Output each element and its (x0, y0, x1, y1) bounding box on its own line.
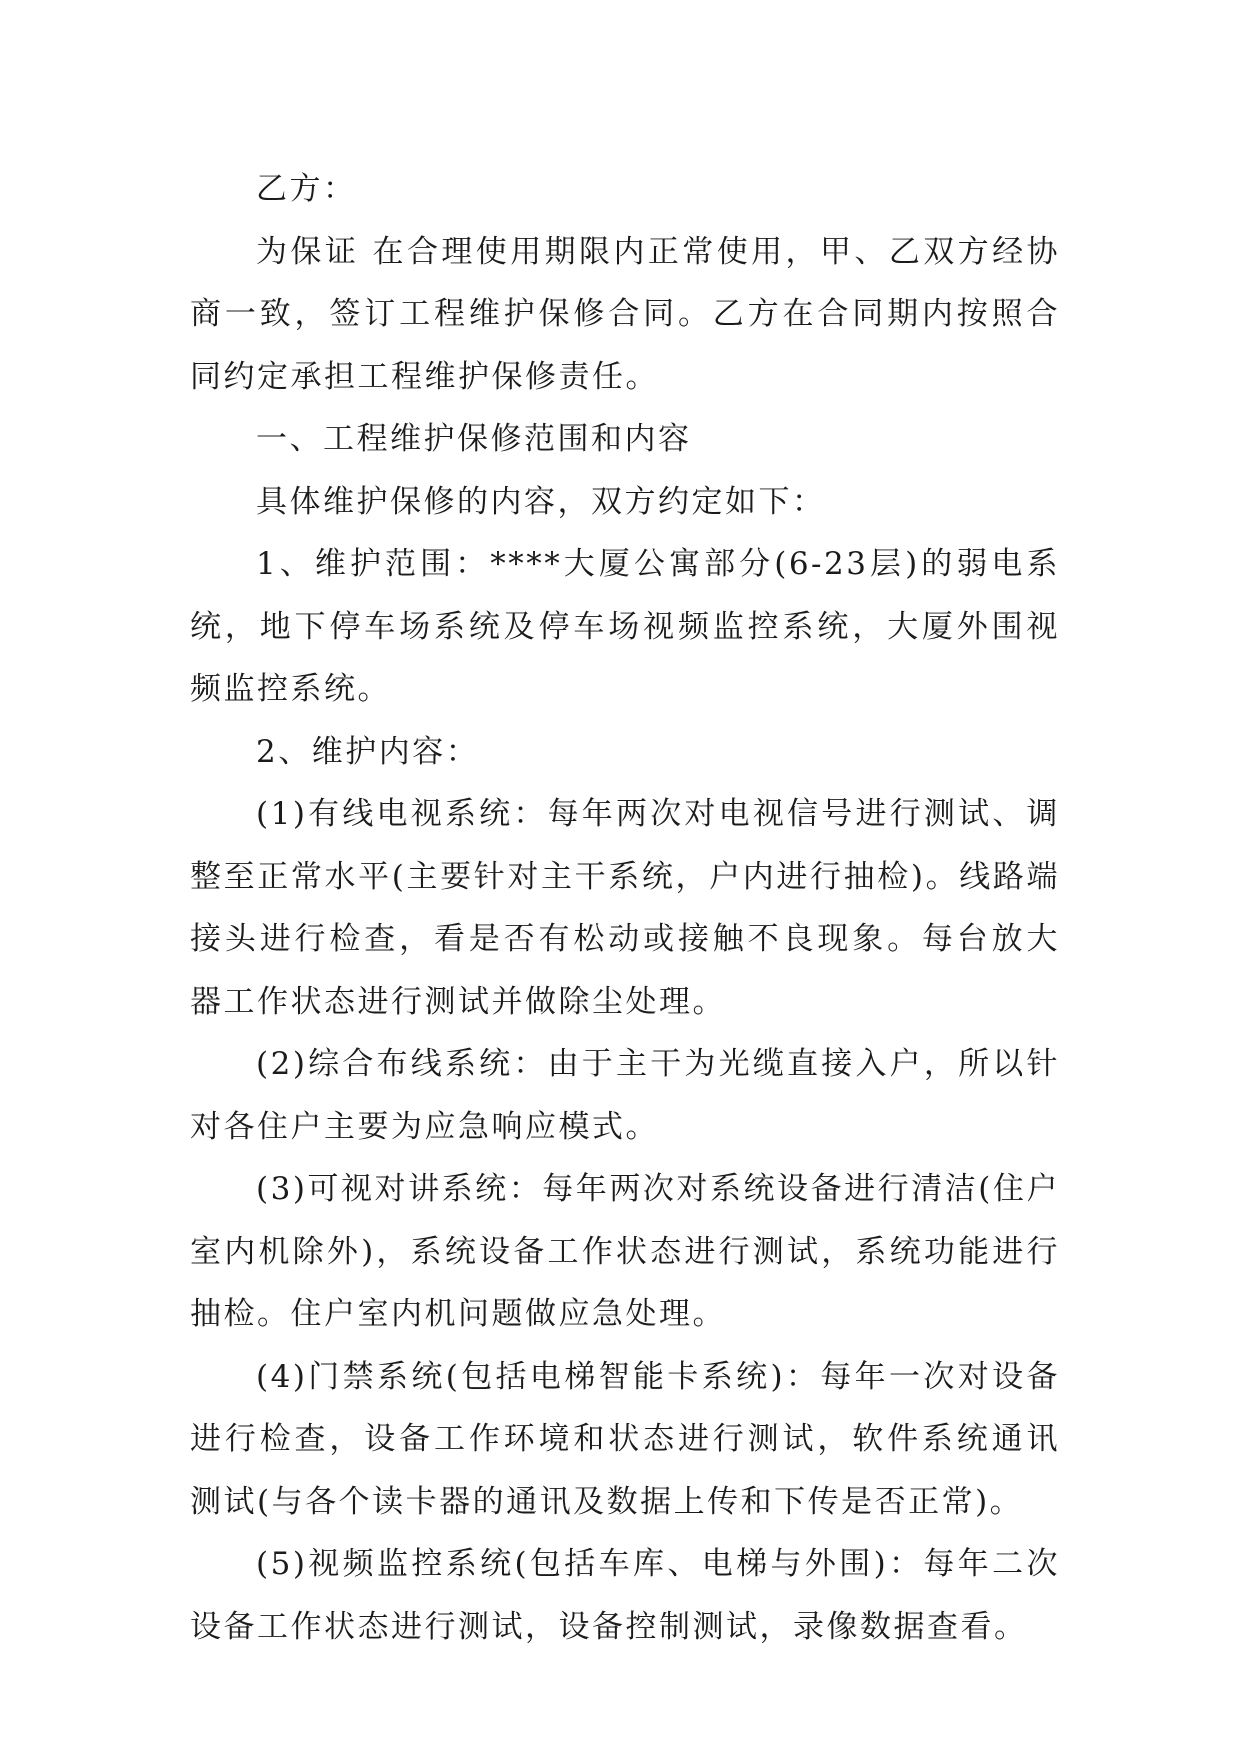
intercom-paragraph: (3)可视对讲系统：每年两次对系统设备进行清洁(住户室内机除外)，系统设备工作状态进行测试，系统功能进行抽检。住户室内机问题做应急处理。 (190, 1171, 1060, 1332)
content-intro-paragraph: 具体维护保修的内容，双方约定如下： (256, 483, 826, 520)
document-body (190, 158, 1060, 1658)
party-b-label: 乙方： (256, 171, 357, 207)
cable-tv-paragraph: (1)有线电视系统：每年两次对电视信号进行测试、调整至正常水平(主要针对主干系统，户内进行抽检)。线路端接头进行检查，看是否有松动或接触不良现象。每台放大器工作状态进行测试并做除尘处理。 (190, 796, 1060, 1020)
video-surveillance-paragraph: (5)视频监控系统(包括车库、电梯与外围)：每年二次设备工作状态进行测试，设备控制测试，录像数据查看。 (190, 1546, 1060, 1645)
cabling-paragraph: (2)综合布线系统：由于主干为光缆直接入户，所以针对各住户主要为应急响应模式。 (190, 1046, 1060, 1145)
intro-paragraph: 为保证 在合理使用期限内正常使用，甲、乙双方经协商一致，签订工程维护保修合同。乙方在合同期内按照合同约定承担工程维护保修责任。 (190, 233, 1060, 395)
maintenance-content-heading: 2、维护内容： (256, 733, 480, 770)
maintenance-scope-paragraph: 1、维护范围：****大厦公寓部分(6-23层)的弱电系统，地下停车场系统及停车场视频监控系统，大厦外围视频监控系统。 (190, 546, 1060, 707)
access-control-paragraph: (4)门禁系统(包括电梯智能卡系统)：每年一次对设备进行检查，设备工作环境和状态进行测试，软件系统通讯测试(与各个读卡器的通讯及数据上传和下传是否正常)。 (190, 1358, 1060, 1520)
section-heading-scope: 一、工程维护保修范围和内容 (256, 421, 692, 457)
